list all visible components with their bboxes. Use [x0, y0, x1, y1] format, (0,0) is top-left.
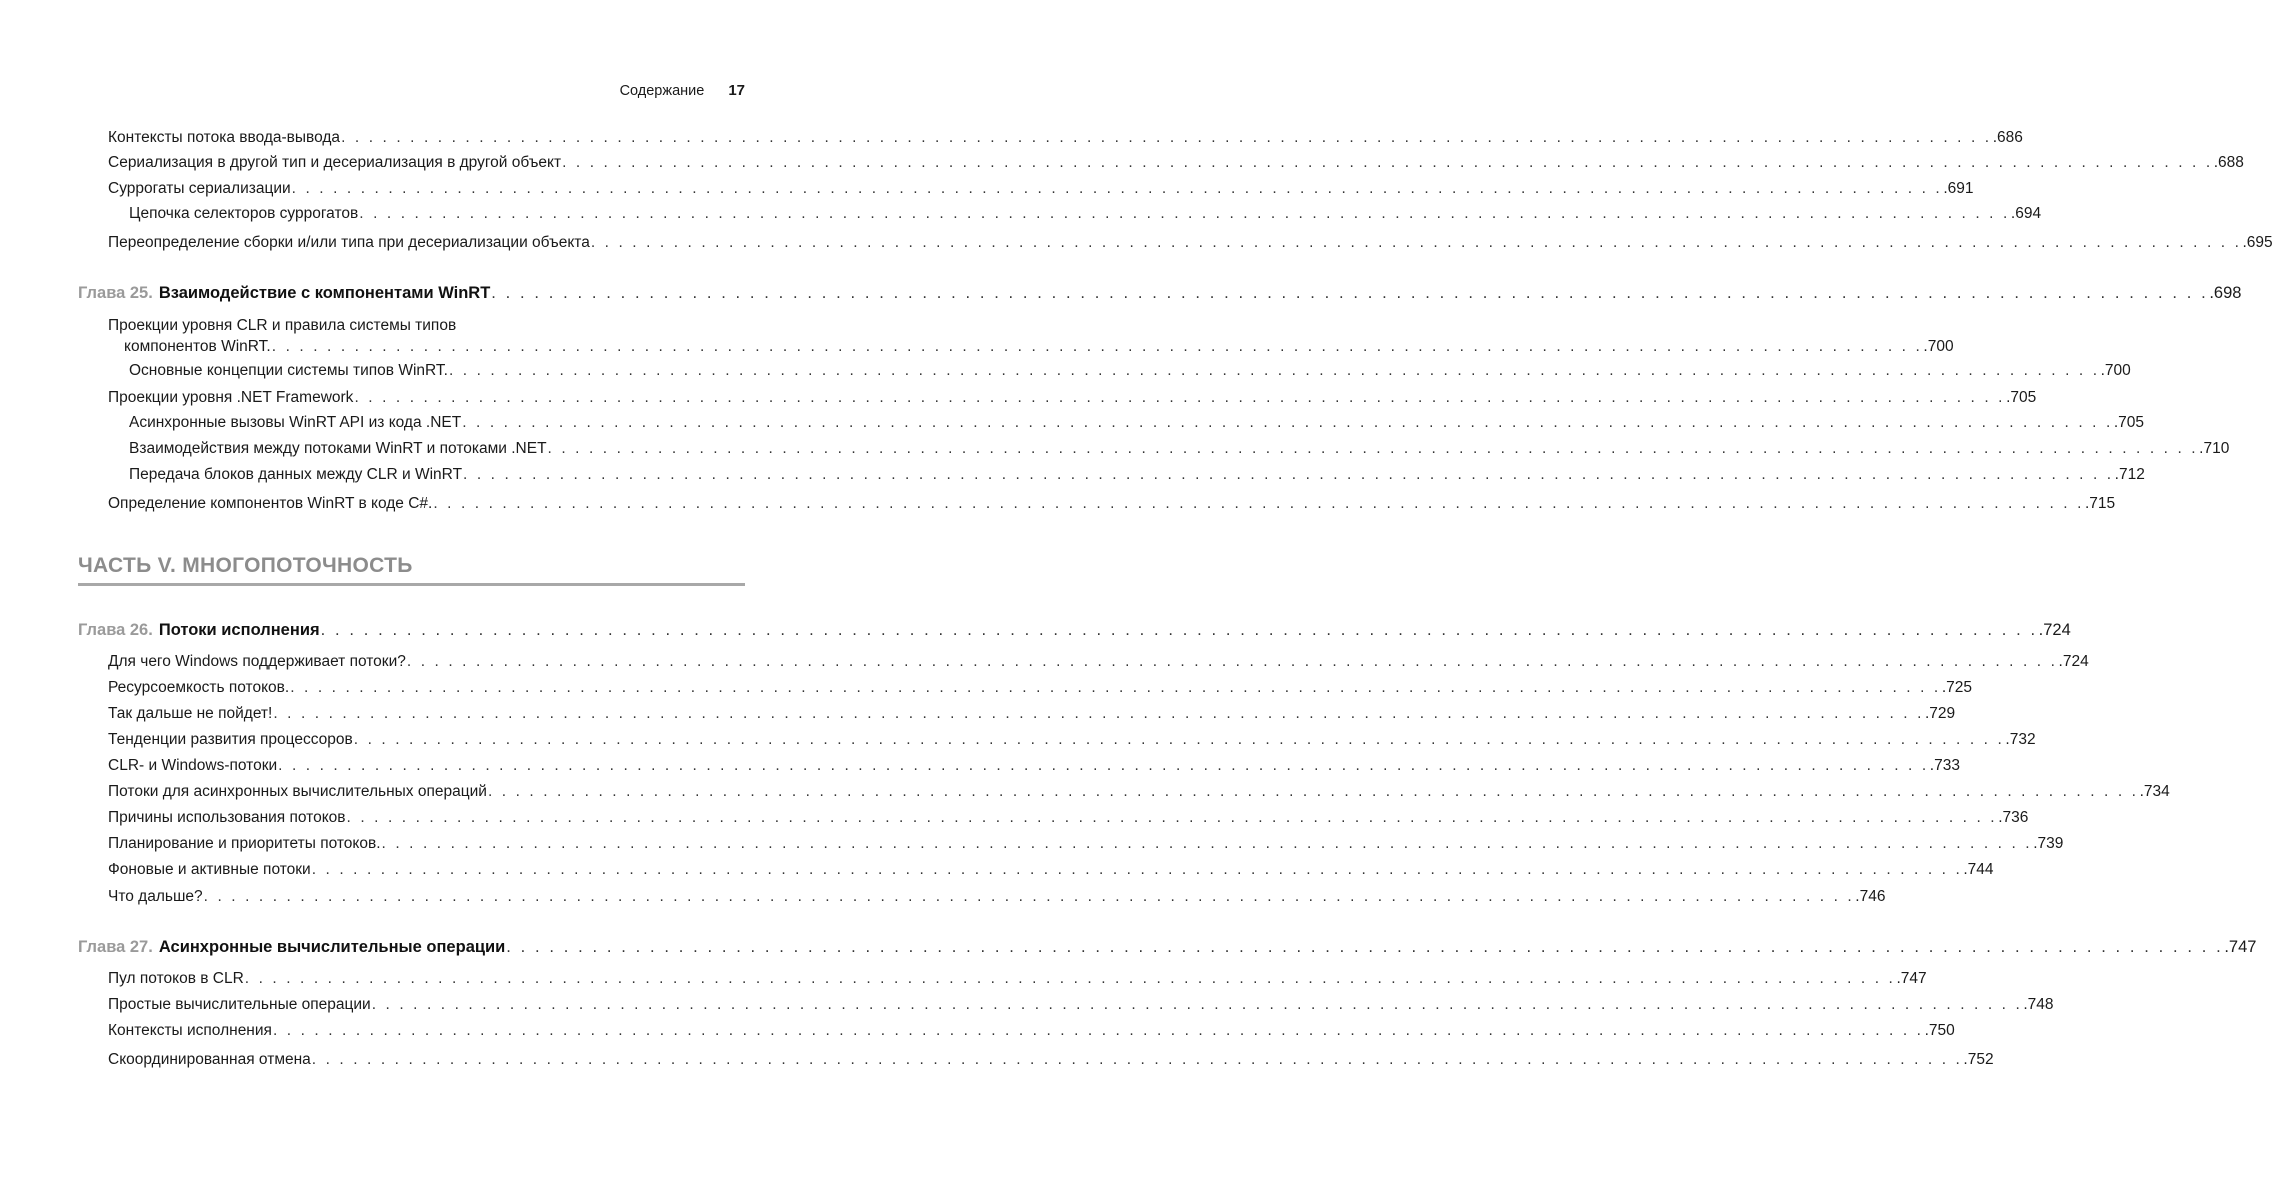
toc-entry[interactable] — [0, 128, 2023, 148]
page-number: 17 — [728, 82, 745, 99]
toc-leader: . . . . . . . . . . . . . . . . . . . . . . . . . . . . . . . . . . . . . . . . . . . . . . . . . . . . . . . . . . . . . . . . . . . . . . . . . . . . . . . . . . . . . . . . . . . . . . . . . . . . . . . . . . . . . . . . . . . . . . . . — [353, 731, 2005, 748]
toc-leader: . . . . . . . . . . . . . . . . . . . . . . . . . . . . . . . . . . . . . . . . . . . . . . . . . . . . . . . . . . . . . . . . . . . . . . . . . . . . . . . . . . . . . . . . . . . . . . . . . . . . . . . . . . . . . . . . . . . . . . . . — [406, 653, 2058, 670]
toc-entry-page: .691 — [1943, 180, 1974, 197]
toc-entry-title: Переопределение сборки и/или типа при десериализации объекта — [108, 234, 590, 251]
toc-subentry[interactable] — [0, 465, 2145, 485]
toc-leader: . . . . . . . . . . . . . . . . . . . . . . . . . . . . . . . . . . . . . . . . . . . . . . . . . . . . . . . . . . . . . . . . . . . . . . . . . . . . . . . . . . . . . . . . . . . . . . . . . . . . . . . . . . . . . . . . . . . . . . . . — [433, 495, 2084, 512]
toc-entry[interactable] — [0, 995, 2054, 1015]
toc-leader: . . . . . . . . . . . . . . . . . . . . . . . . . . . . . . . . . . . . . . . . . . . . . . . . . . . . . . . . . . . . . . . . . . . . . . . . . . . . . . . . . . . . . . . . . . . . . . . . . . . . . . . . . . . . . . . . . . . . . . . . — [381, 835, 2033, 852]
chapter-page: .747 — [2224, 938, 2257, 956]
toc-leader: . . . . . . . . . . . . . . . . . . . . . . . . . . . . . . . . . . . . . . . . . . . . . . . . . . . . . . . . . . . . . . . . . . . . . . . . . . . . . . . . . . . . . . . . . . . . . . . . . . . . . . . . . . . . . . . . . . . . . . . . — [278, 757, 1929, 774]
toc-entry-title: Асинхронные вызовы WinRT API из кода .NET — [129, 414, 462, 431]
toc-leader: . . . . . . . . . . . . . . . . . . . . . . . . . . . . . . . . . . . . . . . . . . . . . . . . . . . . . . . . . . . . . . . . . . . . . . . . . . . . . . . . . . . . . . . . . . . . . . . . . . . . . . . . . . . . . . . . . . . . . . . . — [448, 362, 2100, 379]
toc-entry[interactable] — [0, 860, 1994, 880]
toc-leader: . . . . . . . . . . . . . . . . . . . . . . . . . . . . . . . . . . . . . . . . . . . . . . . . . . . . . . . . . . . . . . . . . . . . . . . . . . . . . . . . . . . . . . . . . . . . . . . . . . . . . . . . . . . . . . . . . . . . . . . . — [291, 180, 1943, 197]
toc-entry-title: Контексты потока ввода-вывода — [108, 129, 341, 146]
chapter-heading[interactable] — [0, 620, 2071, 640]
toc-entry-page: .694 — [2010, 205, 2042, 222]
toc-entry-page: .715 — [2085, 495, 2116, 512]
toc-entry-page: .746 — [1855, 888, 1886, 905]
toc-subentry[interactable] — [0, 204, 2042, 224]
toc-entry-title: Потоки для асинхронных вычислительных операций — [108, 783, 487, 800]
toc-entry[interactable] — [0, 494, 2116, 514]
toc-leader: . . . . . . . . . . . . . . . . . . . . . . . . . . . . . . . . . . . . . . . . . . . . . . . . . . . . . . . . . . . . . . . . . . . . . . . . . . . . . . . . . . . . . . . . . . . . . . . . . . . . . . . . . . . . . . . . . . . . . . . . — [273, 705, 1924, 722]
toc-entry-page: .712 — [2114, 466, 2145, 483]
chapter-heading[interactable] — [0, 937, 2257, 957]
toc-entry-page: .732 — [2005, 731, 2036, 748]
toc-entry-title: Основные концепции системы типов WinRT. — [129, 362, 448, 379]
toc-entry-page: .725 — [1941, 679, 1972, 696]
toc-entry-page: .733 — [1929, 757, 1960, 774]
toc-entry-page: .747 — [1896, 970, 1927, 987]
toc-entry-title: Сериализация в другой тип и десериализация в другой объект — [108, 154, 562, 171]
chapter-page: .698 — [2209, 284, 2242, 302]
running-head — [620, 80, 745, 102]
chapter-page: .724 — [2038, 621, 2071, 639]
toc-leader: . . . . . . . . . . . . . . . . . . . . . . . . . . . . . . . . . . . . . . . . . . . . . . . . . . . . . . . . . . . . . . . . . . . . . . . . . . . . . . . . . . . . . . . . . . . . . . . . . . . . . . . . . . . . . . . . . . . . . . . . — [341, 129, 1992, 146]
toc-entry-title: Суррогаты сериализации — [108, 180, 291, 197]
toc-leader: . . . . . . . . . . . . . . . . . . . . . . . . . . . . . . . . . . . . . . . . . . . . . . . . . . . . . . . . . . . . . . . . . . . . . . . . . . . . . . . . . . . . . . . . . . . . . . . . . . . . . . . . . . . . . . . . . . . . . . . . — [487, 783, 2139, 800]
toc-leader: . . . . . . . . . . . . . . . . . . . . . . . . . . . . . . . . . . . . . . . . . . . . . . . . . . . . . . . . . . . . . . . . . . . . . . . . . . . . . . . . . . . . . . . . . . . . . . . . . . . . . . . . . . . . . . . . . . . . . . . . — [491, 284, 2209, 302]
toc-entry-title: Планирование и приоритеты потоков. — [108, 835, 381, 852]
toc-leader: . . . . . . . . . . . . . . . . . . . . . . . . . . . . . . . . . . . . . . . . . . . . . . . . . . . . . . . . . . . . . . . . . . . . . . . . . . . . . . . . . . . . . . . . . . . . . . . . . . . . . . . . . . . . . . . . . . . . . . . . — [290, 679, 1941, 696]
toc-entry-title: Проекции уровня .NET Framework — [108, 389, 354, 406]
toc-entry-page: .734 — [2139, 783, 2170, 800]
toc-entry-title: Причины использования потоков — [108, 809, 346, 826]
toc-entry-page: .705 — [2006, 389, 2037, 406]
toc-entry[interactable] — [0, 1050, 1994, 1070]
toc-entry-page: .739 — [2033, 835, 2064, 852]
toc-leader: . . . . . . . . . . . . . . . . . . . . . . . . . . . . . . . . . . . . . . . . . . . . . . . . . . . . . . . . . . . . . . . . . . . . . . . . . . . . . . . . . . . . . . . . . . . . . . . . . . . . . . . . . . . . . . . . . . . . . . . . — [272, 1022, 1924, 1039]
toc-entry[interactable] — [0, 1021, 1955, 1041]
part-divider — [78, 583, 745, 586]
running-head-title: Содержание — [619, 83, 705, 99]
toc-entry-page: .705 — [2113, 414, 2145, 431]
toc-leader: . . . . . . . . . . . . . . . . . . . . . . . . . . . . . . . . . . . . . . . . . . . . . . . . . . . . . . . . . . . . . . . . . . . . . . . . . . . . . . . . . . . . . . . . . . . . . . . . . . . . . . . . . . . . . . . . . . . . . . . . — [311, 1051, 1963, 1068]
toc-entry-page: .695 — [2242, 234, 2273, 251]
chapter-title: Потоки исполнения — [158, 621, 320, 639]
chapter-label: Глава 25. — [78, 284, 153, 302]
toc-entry[interactable] — [0, 887, 1886, 907]
part-title[interactable]: ЧАСТЬ V. МНОГОПОТОЧНОСТЬ — [78, 554, 413, 577]
toc-entry-page: .736 — [1998, 809, 2029, 826]
toc-entry-page: .686 — [1992, 129, 2023, 146]
toc-entry-page: .750 — [1924, 1022, 1955, 1039]
toc-entry[interactable] — [0, 233, 2273, 253]
toc-leader: . . . . . . . . . . . . . . . . . . . . . . . . . . . . . . . . . . . . . . . . . . . . . . . . . . . . . . . . . . . . . . . . . . . . . . . . . . . . . . . . . . . . . . . . . . . . . . . . . . . . . . . . . . . . . . . . . . . . . . . . — [462, 414, 2113, 431]
toc-entry-title: Тенденции развития процессоров — [108, 731, 353, 748]
toc-leader: . . . . . . . . . . . . . . . . . . . . . . . . . . . . . . . . . . . . . . . . . . . . . . . . . . . . . . . . . . . . . . . . . . . . . . . . . . . . . . . . . . . . . . . . . . . . . . . . . . . . . . . . . . . . . . . . . . . . . . . . — [547, 440, 2199, 457]
toc-subentry[interactable] — [0, 413, 2145, 433]
toc-entry-title: Передача блоков данных между CLR и WinRT — [129, 466, 463, 483]
toc-entry[interactable] — [0, 756, 1960, 776]
toc-entry[interactable] — [0, 704, 1956, 724]
toc-leader: . . . . . . . . . . . . . . . . . . . . . . . . . . . . . . . . . . . . . . . . . . . . . . . . . . . . . . . . . . . . . . . . . . . . . . . . . . . . . . . . . . . . . . . . . . . . . . . . . . . . . . . . . . . . . . . . . . . . . . . . — [371, 996, 2023, 1013]
toc-entry-page: .700 — [2100, 362, 2131, 379]
toc-leader: . . . . . . . . . . . . . . . . . . . . . . . . . . . . . . . . . . . . . . . . . . . . . . . . . . . . . . . . . . . . . . . . . . . . . . . . . . . . . . . . . . . . . . . . . . . . . . . . . . . . . . . . . . . . . . . . . . . . . . . . — [359, 205, 2010, 222]
toc-entry-page: .744 — [1963, 861, 1994, 878]
toc-entry-page: .748 — [2023, 996, 2054, 1013]
toc-leader: . . . . . . . . . . . . . . . . . . . . . . . . . . . . . . . . . . . . . . . . . . . . . . . . . . . . . . . . . . . . . . . . . . . . . . . . . . . . . . . . . . . . . . . . . . . . . . . . . . . . . . . . . . . . . . . . . . . . . . . . — [506, 938, 2224, 956]
toc-entry-title: Фоновые и активные потоки — [108, 861, 311, 878]
toc-subentry[interactable] — [0, 361, 2131, 381]
toc-leader: . . . . . . . . . . . . . . . . . . . . . . . . . . . . . . . . . . . . . . . . . . . . . . . . . . . . . . . . . . . . . . . . . . . . . . . . . . . . . . . . . . . . . . . . . . . . . . . . . . . . . . . . . . . . . . . . . . . . . . . . — [354, 389, 2006, 406]
toc-entry[interactable] — [0, 834, 2064, 854]
toc-leader: . . . . . . . . . . . . . . . . . . . . . . . . . . . . . . . . . . . . . . . . . . . . . . . . . . . . . . . . . . . . . . . . . . . . . . . . . . . . . . . . . . . . . . . . . . . . . . . . . . . . . . . . . . . . . . . . . . . . . . . . — [311, 861, 1963, 878]
toc-entry-title: Ресурсоемкость потоков. — [108, 679, 290, 696]
toc-entry-title: Контексты исполнения — [108, 1022, 272, 1039]
toc-entry-wrap-second[interactable] — [0, 337, 1954, 357]
toc-entry-page: .752 — [1963, 1051, 1994, 1068]
toc-entry-title: Определение компонентов WinRT в коде C#. — [108, 495, 433, 512]
toc-entry-wrap-first[interactable]: Проекции уровня CLR и правила системы типов — [108, 317, 457, 334]
toc-entry[interactable] — [0, 969, 1927, 989]
toc-entry-page: .710 — [2199, 440, 2230, 457]
toc-entry-title: Так дальше не пойдет! — [108, 705, 273, 722]
toc-entry[interactable] — [0, 808, 2029, 828]
toc-leader: . . . . . . . . . . . . . . . . . . . . . . . . . . . . . . . . . . . . . . . . . . . . . . . . . . . . . . . . . . . . . . . . . . . . . . . . . . . . . . . . . . . . . . . . . . . . . . . . . . . . . . . . . . . . . . . . . . . . . . . . — [271, 338, 1923, 355]
toc-entry-page: .729 — [1924, 705, 1956, 722]
chapter-title: Взаимодействие с компонентами WinRT — [158, 284, 491, 302]
chapter-heading[interactable] — [0, 283, 2242, 303]
chapter-label: Глава 26. — [78, 621, 153, 639]
toc-leader: . . . . . . . . . . . . . . . . . . . . . . . . . . . . . . . . . . . . . . . . . . . . . . . . . . . . . . . . . . . . . . . . . . . . . . . . . . . . . . . . . . . . . . . . . . . . . . . . . . . . . . . . . . . . . . . . . . . . . . . . — [320, 621, 2038, 639]
toc-entry-page: .724 — [2058, 653, 2089, 670]
toc-entry[interactable] — [0, 388, 2037, 408]
toc-leader: . . . . . . . . . . . . . . . . . . . . . . . . . . . . . . . . . . . . . . . . . . . . . . . . . . . . . . . . . . . . . . . . . . . . . . . . . . . . . . . . . . . . . . . . . . . . . . . . . . . . . . . . . . . . . . . . . . . . . . . . — [590, 234, 2242, 251]
toc-subentry[interactable] — [0, 439, 2230, 459]
toc-entry[interactable] — [0, 678, 1972, 698]
toc-entry-title: CLR- и Windows-потоки — [108, 757, 278, 774]
chapter-title: Асинхронные вычислительные операции — [158, 938, 506, 956]
toc-entry[interactable] — [0, 730, 2036, 750]
toc-entry-title: Взаимодействия между потоками WinRT и потоками .NET — [129, 440, 547, 457]
toc-entry[interactable] — [0, 652, 2089, 672]
toc-entry-title: Простые вычислительные операции — [108, 996, 371, 1013]
toc-entry[interactable] — [0, 153, 2244, 173]
toc-leader: . . . . . . . . . . . . . . . . . . . . . . . . . . . . . . . . . . . . . . . . . . . . . . . . . . . . . . . . . . . . . . . . . . . . . . . . . . . . . . . . . . . . . . . . . . . . . . . . . . . . . . . . . . . . . . . . . . . . . . . . — [346, 809, 1998, 826]
toc-entry[interactable] — [0, 179, 1974, 199]
toc-entry-title: Цепочка селекторов суррогатов — [129, 205, 359, 222]
toc-entry-page: .700 — [1923, 338, 1954, 355]
toc-entry-page: .688 — [2213, 154, 2244, 171]
toc-entry-title: компонентов WinRT. — [124, 338, 271, 355]
toc-leader: . . . . . . . . . . . . . . . . . . . . . . . . . . . . . . . . . . . . . . . . . . . . . . . . . . . . . . . . . . . . . . . . . . . . . . . . . . . . . . . . . . . . . . . . . . . . . . . . . . . . . . . . . . . . . . . . . . . . . . . . — [463, 466, 2114, 483]
toc-entry-title: Для чего Windows поддерживает потоки? — [108, 653, 406, 670]
toc-entry-title: Скоординированная отмена — [108, 1051, 311, 1068]
toc-leader: . . . . . . . . . . . . . . . . . . . . . . . . . . . . . . . . . . . . . . . . . . . . . . . . . . . . . . . . . . . . . . . . . . . . . . . . . . . . . . . . . . . . . . . . . . . . . . . . . . . . . . . . . . . . . . . . . . . . . . . . — [244, 970, 1896, 987]
toc-entry[interactable] — [0, 782, 2170, 802]
toc-entry-title: Пул потоков в CLR — [108, 970, 244, 987]
toc-leader: . . . . . . . . . . . . . . . . . . . . . . . . . . . . . . . . . . . . . . . . . . . . . . . . . . . . . . . . . . . . . . . . . . . . . . . . . . . . . . . . . . . . . . . . . . . . . . . . . . . . . . . . . . . . . . . . . . . . . . . . — [562, 154, 2213, 171]
chapter-label: Глава 27. — [78, 938, 153, 956]
toc-entry-title: Что дальше? — [108, 888, 203, 905]
toc-leader: . . . . . . . . . . . . . . . . . . . . . . . . . . . . . . . . . . . . . . . . . . . . . . . . . . . . . . . . . . . . . . . . . . . . . . . . . . . . . . . . . . . . . . . . . . . . . . . . . . . . . . . . . . . . . . . . . . . . . . . . — [203, 888, 1855, 905]
